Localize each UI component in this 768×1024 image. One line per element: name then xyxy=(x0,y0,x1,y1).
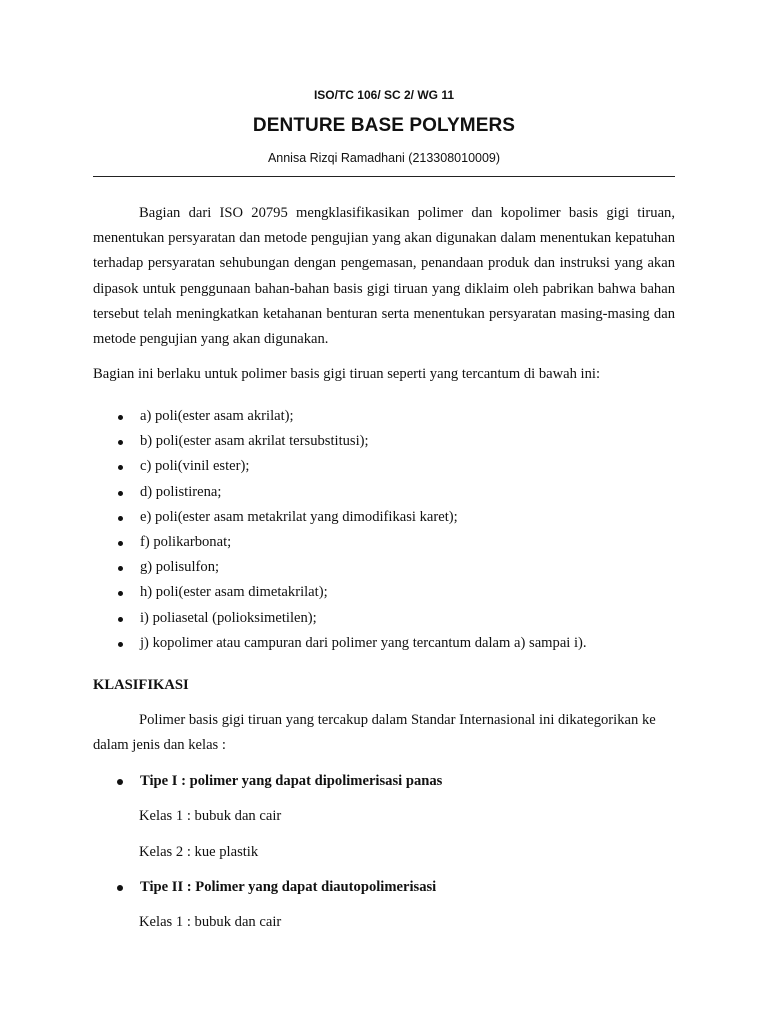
bullet-icon xyxy=(118,566,123,571)
list-item-text: j) kopolimer atau campuran dari polimer yang tercantum dalam a) sampai i). xyxy=(140,634,587,651)
list-item xyxy=(116,404,676,429)
list-item-text: a) poli(ester asam akrilat); xyxy=(140,408,294,424)
intro-paragraph-1: Bagian dari ISO 20795 mengklasifikasikan polimer dan kopolimer basis gigi tiruan, menentukan persyaratan dan metode pengujian yang akan digunakan dalam menentukan kepatuhan terhadap persyaratan sehubungan dengan pengemasan, penandaan produk dan instruksi yang akan dipasok untuk penggunaan bahan-bahan basis gigi tiruan yang diklaim oleh pabrikan bahwa bahan tersebut telah meningkatkan ketahanan benturan serta menentukan persyaratan masing-masing dan metode pengujian yang akan digunakan. xyxy=(93,205,675,348)
list-item-text: d) polistirena; xyxy=(140,483,222,500)
list-item xyxy=(116,505,676,530)
type-2-text: Tipe II : Polimer yang dapat diautopolimerisasi xyxy=(140,879,437,895)
document-author: Annisa Rizqi Ramadhani (213308010009) xyxy=(267,151,501,165)
header-divider xyxy=(93,176,675,177)
list-item-text: f) polikarbonat; xyxy=(140,533,232,550)
classification-heading: KLASIFIKASI xyxy=(93,677,189,693)
list-item-text: g) polisulfon; xyxy=(140,559,220,576)
type-1-class-1: Kelas 1 : bubuk dan cair xyxy=(139,808,282,824)
type-2-class-1: Kelas 1 : bubuk dan cair xyxy=(139,914,282,930)
list-item xyxy=(116,606,676,631)
bullet-icon xyxy=(117,779,123,785)
type-1-class-2: Kelas 2 : kue plastik xyxy=(139,844,259,860)
bullet-icon xyxy=(118,541,123,546)
type-1-text: Tipe I : polimer yang dapat dipolimerisasi panas xyxy=(140,773,443,789)
list-item-text: h) poli(ester asam dimetakrilat); xyxy=(140,584,328,601)
list-item-text: c) poli(vinil ester); xyxy=(140,458,250,475)
list-item-text: e) poli(ester asam metakrilat yang dimodifikasi karet); xyxy=(140,508,458,525)
bullet-icon xyxy=(118,516,123,521)
list-item xyxy=(116,631,676,656)
list-item-text: b) poli(ester asam akrilat tersubstitusi); xyxy=(140,433,369,450)
bullet-icon xyxy=(118,465,123,470)
list-item-text: i) poliasetal (polioksimetilen); xyxy=(140,609,317,626)
bullet-icon xyxy=(118,591,123,596)
list-item xyxy=(116,480,676,505)
list-item xyxy=(116,580,676,605)
list-item xyxy=(116,530,676,555)
intro-paragraph-2: Bagian ini berlaku untuk polimer basis gigi tiruan seperti yang tercantum di bawah ini: xyxy=(93,366,601,382)
bullet-icon xyxy=(118,415,123,420)
bullet-icon xyxy=(118,617,123,622)
classification-intro: Polimer basis gigi tiruan yang tercakup dalam Standar Internasional ini dikategorikan ke dalam jenis dan kelas : xyxy=(93,712,656,754)
bullet-icon xyxy=(118,491,123,496)
list-item xyxy=(116,555,676,580)
polymer-list xyxy=(116,404,676,656)
bullet-icon xyxy=(118,440,123,445)
bullet-icon xyxy=(117,885,123,891)
bullet-icon xyxy=(118,642,123,647)
document-code: ISO/TC 106/ SC 2/ WG 11 xyxy=(313,88,455,102)
list-item xyxy=(116,429,676,454)
document-title: DENTURE BASE POLYMERS xyxy=(252,115,516,136)
list-item xyxy=(116,454,676,479)
